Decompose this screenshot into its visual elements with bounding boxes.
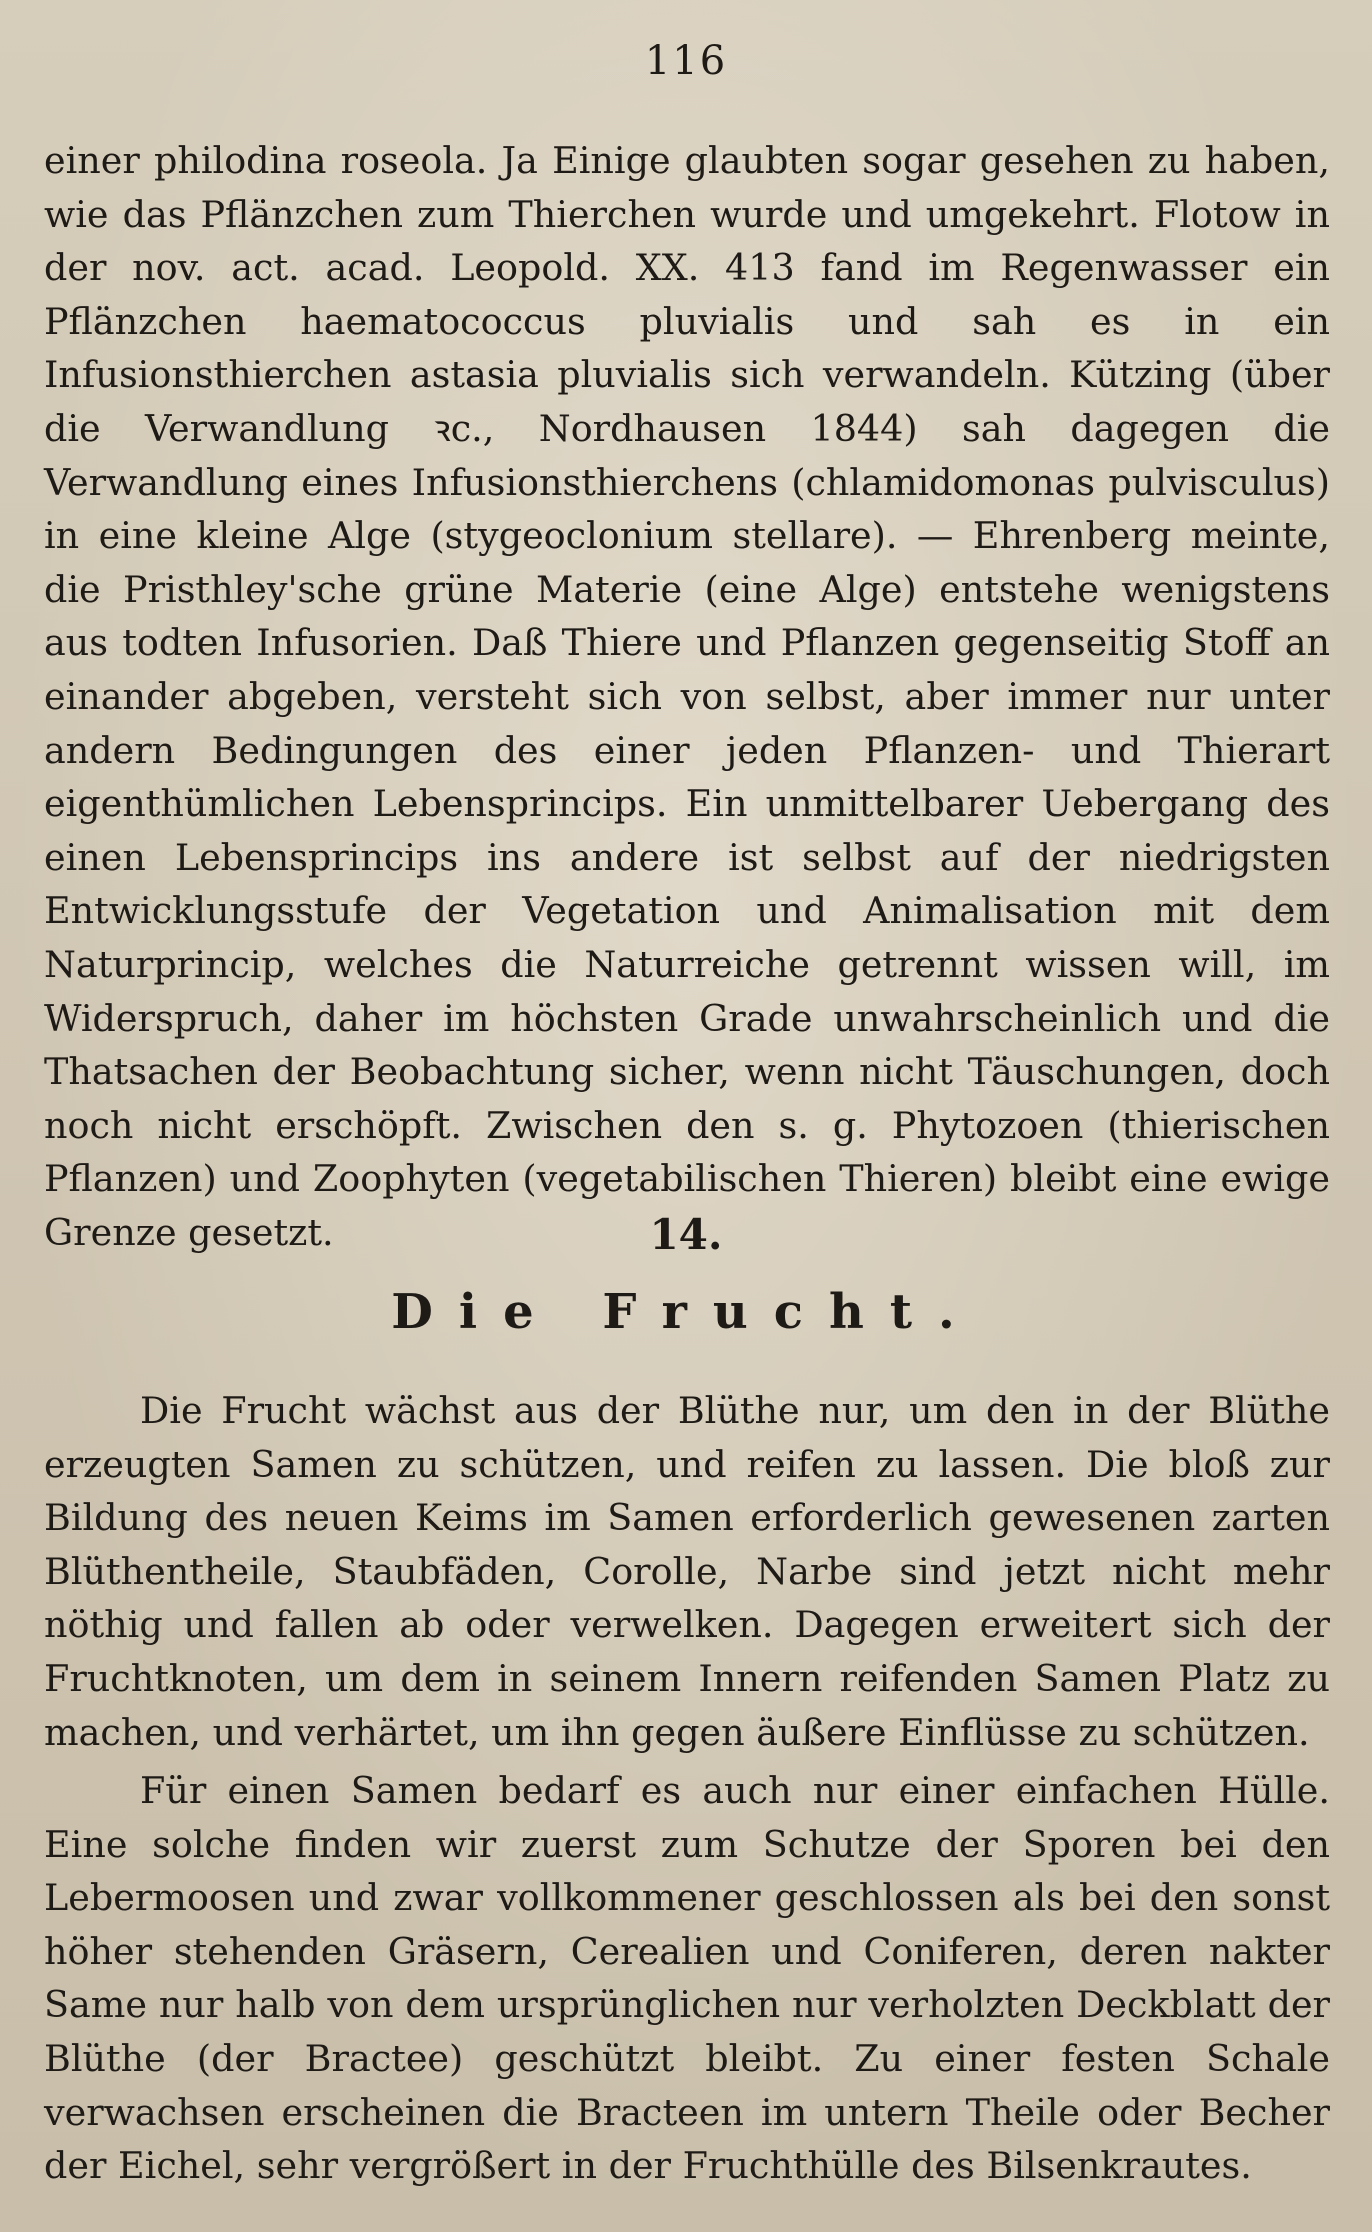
page-number: 116 bbox=[644, 38, 728, 84]
section-paragraph-1: Die Frucht wächst aus der Blüthe nur, um den in der Blüthe erzeugten Samen zu schützen, und reifen zu lassen. Die bloß zur Bildung des neuen Keims im Samen erforderlich gewesenen zarten Blüthentheile, Staubfäden, Corolle, Narbe sind jetzt nicht mehr nöthig und fallen ab oder verwelken. Dagegen erweitert sich der Fruchtknoten, um dem in seinem Innern reifenden Samen Platz zu machen, und verhärtet, um ihn gegen äußere Einflüsse zu schützen. bbox=[44, 1389, 1330, 1754]
section-title: Die Frucht. bbox=[391, 1284, 981, 1340]
paragraph-continued: einer philodina roseola. Ja Einige glaubten sogar gesehen zu haben, wie das Pflänzchen zum Thierchen wurde und umgekehrt. Flotow in der nov. act. acad. Leopold. XX. 413 fand im Regenwasser ein Pflänzchen haematococcus pluvialis und sah es in ein Infusionsthierchen astasia pluvialis sich verwandeln. Kützing (über die Verwandlung ꝛc., Nordhausen 1844) sah dagegen die Verwandlung eines Infusionsthierchens (chlamidomonas pulvisculus) in eine kleine Alge (stygeoclonium stellare). — Ehrenberg meinte, die Pristhley'sche grüne Materie (eine Alge) entstehe wenigstens aus todten Infusorien. Daß Thiere und Pflanzen gegenseitig Stoff an einander abgeben, versteht sich von selbst, aber immer nur unter andern Bedingungen des einer jeden Pflanzen- und Thierart eigenthümlichen Lebensprincips. Ein unmittelbarer Uebergang des einen Lebensprincips ins andere ist selbst auf der niedrigsten Entwicklungsstufe der Vegetation und Animalisation mit dem Naturprincip, welches die Naturreiche getrennt wissen will, im Widerspruch, daher im höchsten Grade unwahrscheinlich und die Thatsachen der Beobachtung sicher, wenn nicht Täuschungen, doch noch nicht erschöpft. Zwischen den s. g. Phytozoen (thierischen Pflanzen) und Zoophyten (vegetabilischen Thieren) bleibt eine ewige Grenze gesetzt. bbox=[44, 139, 1330, 1254]
section-number: 14. bbox=[649, 1210, 723, 1259]
section-paragraph-2: Für einen Samen bedarf es auch nur einer einfachen Hülle. Eine solche finden wir zuerst zum Schutze der Sporen bei den Lebermoosen und zwar vollkommener geschlossen als bei den sonst höher stehenden Gräsern, Cerealien und Coniferen, deren nakter Same nur halb von dem ursprünglichen nur verholzten Deckblatt der Blüthe (der Bractee) geschützt bleibt. Zu einer festen Schale verwachsen erscheinen die Bracteen im untern Theile oder Becher der Eichel, sehr vergrößert in der Fruchthülle des Bilsenkrautes. bbox=[44, 1769, 1330, 2188]
